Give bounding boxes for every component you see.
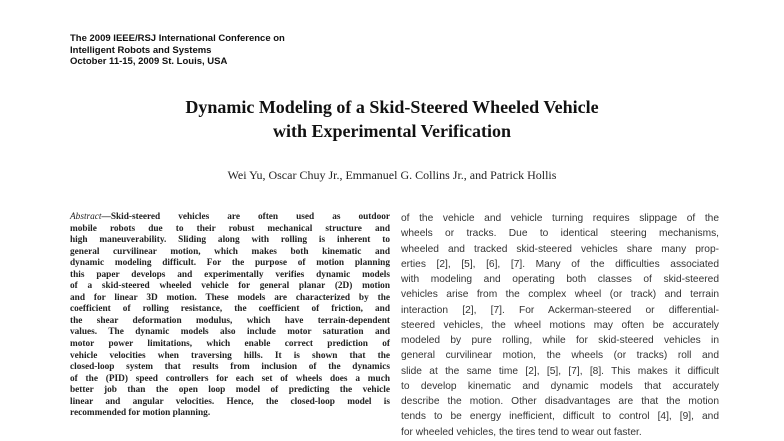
conference-line: The 2009 IEEE/RSJ International Conference on	[70, 33, 285, 44]
body-line: wheeled and tracked skid-steered vehicles share many prop-	[401, 243, 719, 255]
abstract-line: vehicle velocities when traversing hills. It is shown that the	[70, 350, 390, 361]
abstract-line-first	[70, 212, 390, 224]
body-line: with modeling and operating both classes of skid-steered	[401, 274, 719, 285]
abstract-line: dynamic modeling difficult. For the purpose of motion planning	[70, 258, 390, 269]
abstract-line: values. The dynamic models also include motor saturation and	[70, 327, 390, 338]
body-line: for wheeled vehicles, the tires tend to wear out faster.	[401, 426, 642, 438]
abstract-line: of a skid-steered wheeled vehicle for general planar (2D) motion	[70, 281, 390, 292]
abstract-line: and for linear 3D motion. These models are characterized by the	[70, 292, 390, 303]
abstract-line: high maneuverability. Sliding along with rolling is inherent to	[70, 235, 390, 246]
paper-authors: Wei Yu, Oscar Chuy Jr., Emmanuel G. Collins Jr., and Patrick Hollis	[227, 168, 557, 182]
body-line: steered vehicles, the wheel motions may often be accurately	[401, 319, 719, 331]
paper-title	[0, 95, 784, 143]
conference-line: October 11-15, 2009 St. Louis, USA	[70, 56, 228, 67]
title-line: with Experimental Verification	[273, 121, 511, 141]
body-line: general curvilinear motion, the wheels (or tracks) roll and	[401, 350, 719, 362]
conference-line: Intelligent Robots and Systems	[70, 44, 212, 56]
body-line: interaction [2], [7]. For Ackerman-steered or differential-	[401, 304, 719, 316]
abstract-dash: —	[101, 212, 111, 222]
body-line: vehicles arise from the complex wheel (or track) and terrain	[401, 289, 719, 301]
abstract-line: coefficient of rolling resistance, the coefficient of friction, and	[70, 304, 390, 315]
abstract-line: Skid-steered vehicles are often used as outdoor	[110, 212, 390, 222]
abstract-line: of the (PID) speed controllers for each set of wheels does a much	[70, 373, 390, 384]
abstract-label: Abstract	[70, 212, 102, 222]
abstract-line: this paper develops and experimentally verifies dynamic models	[70, 269, 390, 280]
abstract-line: motor power limitations, which enable correct prediction of	[70, 339, 390, 350]
conference-header	[70, 33, 285, 68]
body-right-column	[401, 211, 719, 440]
body-line: to develop kinematic and dynamic models that accurately	[401, 380, 719, 392]
abstract-line: general curvilinear motion, which makes both kinematic and	[70, 246, 390, 257]
abstract-line: mobile robots due to their robust mechanical structure and	[70, 223, 390, 234]
body-line: wheels or tracks. Due to identical steering mechanisms,	[401, 228, 719, 240]
abstract-line: better job than the open loop model of predicting the vehicle	[70, 385, 390, 396]
body-line: modeled by pure rolling, while for skid-steered vehicles in	[401, 335, 719, 346]
abstract-line: recommended for motion planning.	[70, 408, 211, 419]
abstract-line: linear and angular velocities. Hence, the closed-loop model is	[70, 396, 390, 407]
body-line: tends to be energy inefficient, difficult to control [4], [9], and	[401, 411, 719, 423]
body-line: of the vehicle and vehicle turning requires slippage of the	[401, 213, 719, 224]
body-line: describe the motion. Other disadvantages are that the motion	[401, 396, 719, 407]
abstract-column	[70, 212, 390, 420]
body-line: erties [2], [5], [6], [7]. Many of the difficulties associated	[401, 258, 719, 270]
body-line: slide at the same time [2], [5], [7], [8]. This makes it difficult	[401, 365, 719, 377]
title-line: Dynamic Modeling of a Skid-Steered Wheeled Vehicle	[185, 97, 599, 117]
abstract-line: closed-loop system that results from inclusion of the dynamics	[70, 362, 390, 373]
abstract-line: the shear deformation modulus, which have terrain-dependent	[70, 315, 390, 326]
